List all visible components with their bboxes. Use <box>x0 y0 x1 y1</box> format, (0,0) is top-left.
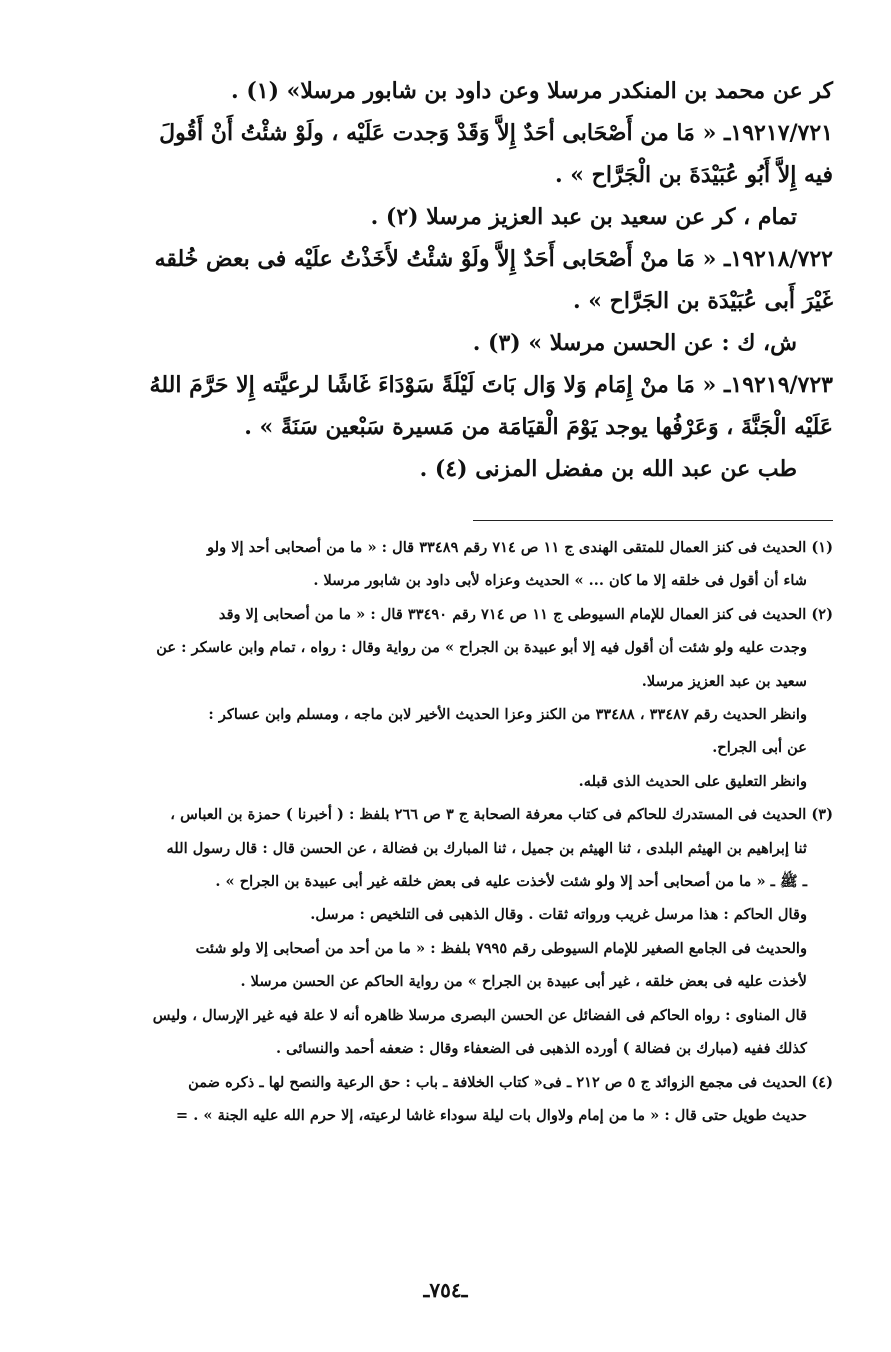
footnote-4: (٤) الحديث فى مجمع الزوائد ج ٥ ص ٢١٢ ـ فى« كتاب الخلافة ـ باب : حق الرعية والنصح لها ـ ذكره ضمن <box>188 1073 833 1091</box>
footnote-line: كذلك ففيه (مبارك بن فضالة ) أورده الذهبى فى الضعفاء وقال : ضعفه أحمد والنسائى . <box>276 1040 807 1058</box>
footnote-line: ـ ﷺ ـ « ما من أصحابى أحد إلا ولو شئت لأخذت عليه فى بعض خلقه غير أبى عبيدة بن الجراح » . <box>215 873 807 891</box>
footnote-2: (٢) الحديث فى كنز العمال للإمام السيوطى ج ١١ ص ٧١٤ رقم ٣٣٤٩٠ قال : « ما من أصحابى إلا وقد <box>218 605 833 623</box>
footnote-3: (٣) الحديث فى المستدرك للحاكم فى كتاب معرفة الصحابة ج ٣ ص ٢٦٦ بلفظ : ( أخبرنا ) حمزة بن العباس ، <box>170 806 833 824</box>
hadith-722: ١٩٢١٨/٧٢٢ـ « مَا منْ أَصْحَابى أَحَدٌ إِلاَّ ولَوْ شئْتُ لأَخَذْتُ علَيْه فى بعض خُلقه <box>154 245 833 272</box>
source-line: تمام ، كر عن سعيد بن عبد العزيز مرسلا (٢) . <box>370 203 797 230</box>
footnote-line: شاء أن أقول فى خلقه إلا ما كان ... » الحديث وعزاه لأبى داود بن شابور مرسلا . <box>313 572 807 590</box>
main-line: غَيْرَ أَبى عُبَيْدَة بن الجَرَّاح » . <box>572 287 833 314</box>
footnote-line: وقال الحاكم : هذا مرسل غريب ورواته ثقات . وقال الذهبى فى التلخيص : مرسل. <box>310 906 807 924</box>
footnote-line: سعيد بن عبد العزيز مرسلا. <box>641 672 807 690</box>
main-line: عَلَيْه الْجَنَّةَ ، وَعَرْفُها يوجد يَوْمَ الْقيَامَة من مَسيرة سَبْعين سَنَةً » . <box>244 413 833 440</box>
source-line: ش، ك : عن الحسن مرسلا » (٣) . <box>472 329 797 356</box>
footnote-line: ثنا إبراهيم بن الهيثم البلدى ، ثنا الهيثم بن جميل ، ثنا المبارك بن فضالة ، عن الحسن قال : قال رسول الله <box>166 839 807 857</box>
hadith-721: ١٩٢١٧/٧٢١ـ « مَا من أَصْحَابى أحَدٌ إِلاَّ وَقَدْ وَجدت عَلَيْه ، ولَوْ شئْتُ أَنْ أَقُولَ <box>159 119 833 146</box>
footnote-line: وانظر التعليق على الحديث الذى قبله. <box>578 772 807 790</box>
page-number: ـ٧٥٤ـ <box>423 1278 468 1302</box>
footnote-line: عن أبى الجراح. <box>712 739 807 757</box>
main-line: فيه إِلاَّ أَبُو عُبَيْدَةَ بن الْجَرَّاح » . <box>554 161 833 188</box>
main-text <box>52 70 833 490</box>
footnote-line: قال المناوى : رواه الحاكم فى الفضائل عن الحسن البصرى مرسلا ظاهره أنه لا علة فيه غير الإرسال ، وليس <box>152 1006 807 1024</box>
source-line: طب عن عبد الله بن مفضل المزنى (٤) . <box>419 455 797 482</box>
footnote-line: وجدت عليه ولو شئت أن أقول فيه إلا أبو عبيدة بن الجراح » من رواية وقال : رواه ، تمام وابن عاسكر : عن <box>156 639 807 657</box>
footnote-line: لأخذت عليه فى بعض خلقه ، غير أبى عبيدة بن الجراح » من رواية الحاكم عن الحسن مرسلا . <box>240 973 807 991</box>
footnote-1: (١) الحديث فى كنز العمال للمتقى الهندى ج ١١ ص ٧١٤ رقم ٣٣٤٨٩ قال : « ما من أصحابى أحد إلا ولو <box>207 539 833 556</box>
footnote-divider <box>473 520 833 521</box>
footnote-line: حديث طويل حتى قال : « ما من إمام ولاوال بات ليلة سوداء غاشا لرعيته، إلا حرم الله عليه الجنة » . = <box>175 1106 807 1124</box>
main-line: كر عن محمد بن المنكدر مرسلا وعن داود بن شابور مرسلا» (١) . <box>231 77 833 104</box>
footnote-line: وانظر الحديث رقم ٣٣٤٨٧ ، ٣٣٤٨٨ من الكنز وعزا الحديث الأخير لابن ماجه ، ومسلم وابن عساكر : <box>208 706 807 724</box>
hadith-723: ١٩٢١٩/٧٢٣ـ « مَا منْ إِمَام وَلا وَال بَاتَ لَيْلَةً سَوْدَاءَ غَاشًا لرعيَّته إِلا حَرَّمَ اللهُ <box>149 371 833 398</box>
footnote-line: والحديث فى الجامع الصغير للإمام السيوطى رقم ٧٩٩٥ بلفظ : « ما من أحد من أصحابى إلا ولو شئت <box>195 939 807 957</box>
footnotes <box>52 531 833 1132</box>
